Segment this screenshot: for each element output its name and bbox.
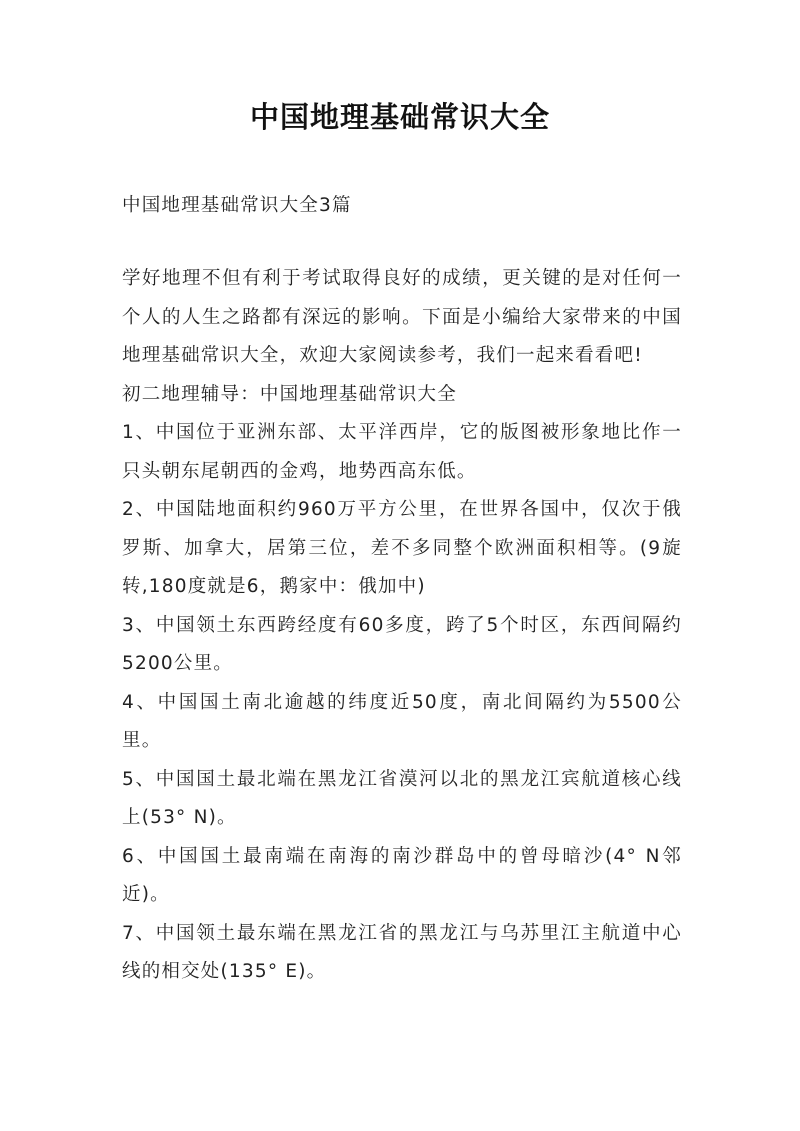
list-item: 3、中国领土东西跨经度有60多度，跨了5个时区，东西间隔约5200公里。	[122, 614, 682, 674]
section-heading: 初二地理辅导：中国地理基础常识大全	[122, 383, 457, 405]
list-item: 4、中国国土南北逾越的纬度近50度，南北间隔约为5500公里。	[122, 691, 682, 751]
list-item: 6、中国国土最南端在南海的南沙群岛中的曾母暗沙(4° N邻近)。	[122, 845, 682, 905]
list-item: 1、中国位于亚洲东部、太平洋西岸，它的版图被形象地比作一只头朝东尾朝西的金鸡，地势西高东低。	[122, 422, 682, 482]
list-item: 5、中国国土最北端在黑龙江省漠河以北的黑龙江宾航道核心线上(53° N)。	[122, 768, 682, 828]
document-body	[122, 260, 682, 992]
document-title: 中国地理基础常识大全	[249, 100, 550, 134]
list-item: 2、中国陆地面积约960万平方公里，在世界各国中，仅次于俄罗斯、加拿大，居第三位，差不多同整个欧洲面积相等。(9旋转,180度就是6，鹅家中：俄加中)	[122, 499, 682, 597]
list-item: 7、中国领土最东端在黑龙江省的黑龙江与乌苏里江主航道中心线的相交处(135° E)。	[122, 922, 682, 982]
document-subtitle: 中国地理基础常识大全3篇	[122, 195, 352, 216]
intro-paragraph: 学好地理不但有利于考试取得良好的成绩，更关键的是对任何一个人的人生之路都有深远的影响。下面是小编给大家带来的中国地理基础常识大全，欢迎大家阅读参考，我们一起来看看吧!	[122, 268, 682, 366]
